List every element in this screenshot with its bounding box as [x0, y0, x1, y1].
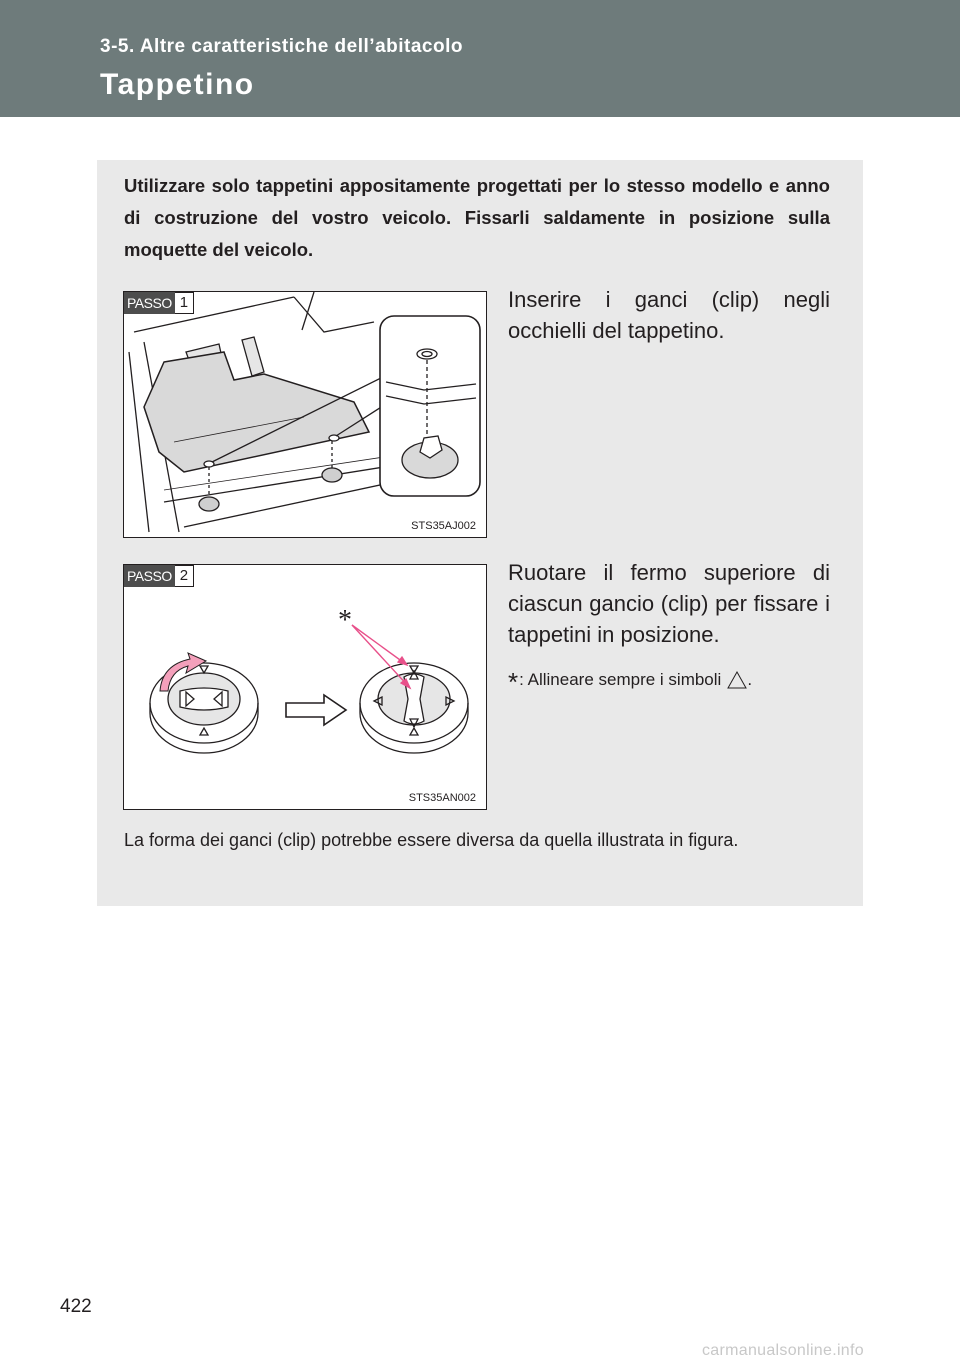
step-badge-word: PASSO — [124, 292, 175, 314]
alignment-note — [508, 666, 753, 697]
intro-text: Utilizzare solo tappetini appositamente progettati per lo stesso modello e anno di costruzione del vostro veicolo. Fissarli saldamente in posizione sulla moquette del veicolo. — [124, 175, 830, 260]
note-star: * — [508, 666, 519, 697]
figure-code: STS35AJ002 — [411, 520, 476, 532]
section-title: 3-5. Altre caratteristiche dell’abitacolo — [100, 36, 463, 57]
page-header — [0, 0, 960, 117]
step-2-text: Ruotare il fermo superiore di ciascun gancio (clip) per fissare i tappetini in posizione. — [508, 560, 830, 647]
clip-rotation-illustration — [124, 565, 486, 809]
footnote: La forma dei ganci (clip) potrebbe essere diversa da quella illustrata in figura. — [124, 830, 739, 850]
figure-code: STS35AN002 — [408, 792, 476, 804]
floor-mat-illustration — [124, 292, 486, 537]
figure-star-marker: * — [338, 605, 352, 636]
step-badge-number: 1 — [175, 292, 194, 314]
watermark: carmanualsonline.info — [702, 1342, 864, 1359]
step-1-text: Inserire i ganci (clip) negli occhielli del tappetino. — [508, 287, 830, 343]
step-1-badge — [124, 292, 194, 314]
step-1-figure — [123, 291, 487, 538]
note-end: . — [747, 670, 753, 689]
page-title: Tappetino — [100, 68, 255, 101]
note-text: : Allineare sempre i simboli — [519, 670, 722, 689]
step-2-badge — [124, 565, 194, 587]
step-badge-word: PASSO — [124, 565, 175, 587]
step-2-figure — [123, 564, 487, 810]
step-badge-number: 2 — [175, 565, 194, 587]
page-number: 422 — [60, 1296, 92, 1317]
triangle-outline-icon — [727, 671, 747, 689]
